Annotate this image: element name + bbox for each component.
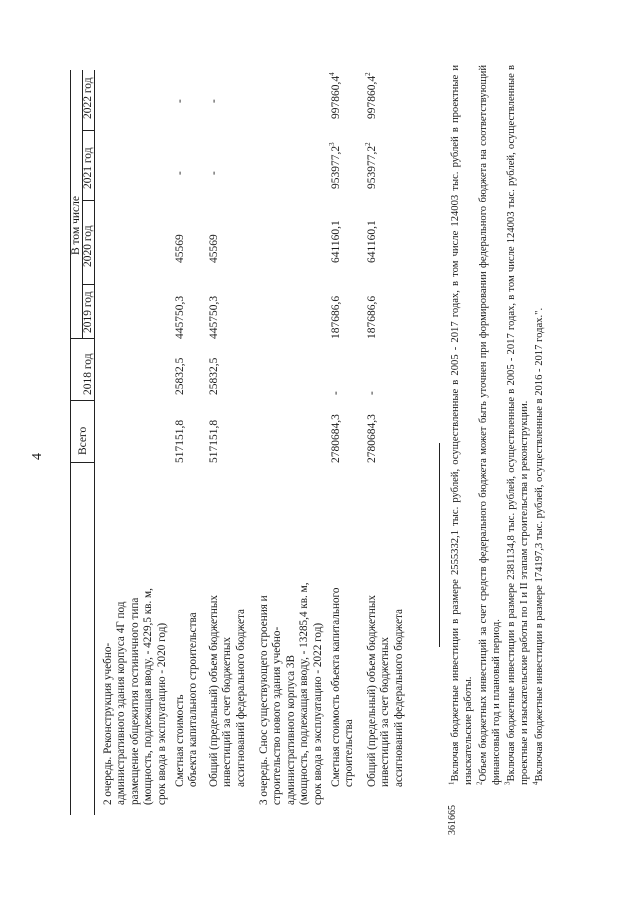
footnote-3: [503, 65, 531, 785]
table-rule: [70, 462, 94, 463]
value-text: 953977,2: [366, 145, 378, 189]
header-total: Всего: [77, 426, 89, 455]
footnote-text: Объем бюджетных инвестиций за счет средств федерального бюджета может быть уточнен при формировании федерального бюджета на соответствующий финансовый год и плановый период.: [478, 65, 502, 785]
header-group: В том числе: [70, 196, 82, 255]
header-year: 2021 год: [82, 147, 94, 189]
table-rule: [82, 130, 94, 131]
table-rule: [70, 338, 94, 339]
row-label: Сметная стоимость объекта капитального строительства: [330, 587, 356, 787]
footnote-mark: 3: [503, 781, 512, 785]
table-rule: [94, 70, 95, 815]
value-2021: -: [174, 171, 186, 175]
table-rule: [82, 284, 94, 285]
document-code: 361665: [447, 805, 458, 835]
footnote-ref: 4: [328, 72, 337, 76]
value-2019: 187686,6: [366, 295, 378, 339]
value-2022: -: [208, 99, 220, 103]
value-2022: [330, 72, 342, 119]
footnote-mark: 4: [531, 781, 540, 785]
value-2021: [330, 142, 342, 189]
footnote-2: [475, 65, 503, 785]
row-label: Общий (предельный) объем бюджетных инвестиций за счет бюджетных ассигнований федерального бюджета: [208, 595, 247, 787]
value-2018: 25832,5: [208, 357, 220, 395]
page-number: 4: [30, 453, 45, 460]
value-2018: -: [366, 391, 378, 395]
row-label: 3 очередь. Снос существующего строения и строительство нового здания учебно- административного корпуса 3В (мощность, подлежащая вводу, - 13285,4 кв. м, срок ввода в эксплуатацию - 2022 год): [258, 582, 324, 805]
footnote-text: Включая бюджетные инвестиции в размере 2555332,1 тыс. рублей, осуществленные в 2005 - 2017 годах, в том числе 124003 тыс. рублей в проектные и изыскательские работы.: [450, 65, 474, 785]
header-year: 2022 год: [82, 77, 94, 119]
footnote-ref: 3: [328, 142, 337, 146]
value-2021: [366, 142, 378, 189]
value-2022: [366, 72, 378, 119]
footnote-separator: [439, 443, 440, 647]
table-rule: [82, 200, 94, 201]
header-year: 2020 год: [82, 225, 94, 267]
value-2020: 641160,1: [330, 220, 342, 263]
footnote-ref: 2: [364, 72, 373, 76]
header-year: 2018 год: [82, 353, 94, 395]
table-rule: [70, 400, 94, 401]
value-2020: 45569: [208, 234, 220, 263]
value-2019: 445750,3: [174, 295, 186, 339]
value-2020: 45569: [174, 234, 186, 263]
value-text: 953977,2: [330, 145, 342, 189]
value-total: 517151,8: [208, 419, 220, 463]
value-2020: 641160,1: [366, 220, 378, 263]
footnote-text: Включая бюджетные инвестиции в размере 2381134,8 тыс. рублей, осуществленные в 2005 - 2017 годах, в том числе 124003 тыс. рублей, осуществленные в проектные и изыскательские работы по I и II этапам строительства и реконструкции.: [506, 65, 530, 785]
value-text: 997860,4: [330, 75, 342, 119]
value-text: 997860,4: [366, 75, 378, 119]
value-total: 2780684,3: [366, 414, 378, 463]
value-2022: -: [174, 99, 186, 103]
footnote-mark: 1: [447, 781, 456, 785]
footnote-4: [531, 65, 547, 785]
value-total: 517151,8: [174, 419, 186, 463]
footnote-mark: 2: [475, 781, 484, 785]
footnote-text: Включая бюджетные инвестиции в размере 174197,3 тыс. рублей, осуществленные в 2016 - 2017 годах.".: [534, 307, 545, 782]
value-total: 2780684,3: [330, 414, 342, 463]
footnote-ref: 2: [364, 142, 373, 146]
row-label: 2 очередь. Реконструкция учебно- административного здания корпуса 4Г под размещение общежития гостиничного типа (мощность, подлежащая вводу, - 4229,5 кв. м, срок ввода в эксплуатацию - 2020 год): [102, 588, 168, 805]
value-2018: 25832,5: [174, 357, 186, 395]
value-2018: -: [330, 391, 342, 395]
table-top-rule: [70, 70, 71, 815]
value-2021: -: [208, 171, 220, 175]
value-2019: 445750,3: [208, 295, 220, 339]
row-label: Сметная стоимость объекта капитального строительства: [174, 612, 200, 787]
footnote-1: [447, 65, 475, 785]
value-2019: 187686,6: [330, 295, 342, 339]
row-label: Общий (предельный) объем бюджетных инвестиций за счет бюджетных ассигнований федерального бюджета: [366, 595, 405, 787]
budget-table: [70, 70, 428, 815]
header-year: 2019 год: [82, 291, 94, 333]
